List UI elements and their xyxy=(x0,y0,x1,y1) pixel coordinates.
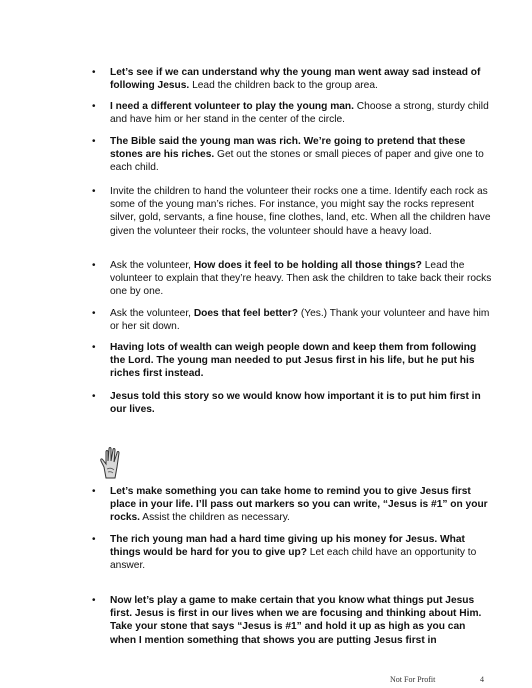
bullet-marker: • xyxy=(92,391,96,402)
bullet-item-8 xyxy=(92,390,492,416)
body-text: Lead the children back to the group area. xyxy=(189,80,378,92)
bullet-item-9 xyxy=(92,485,492,525)
bullet-marker: • xyxy=(92,67,96,78)
bold-text: How does it feel to be holding all those things? xyxy=(193,260,422,271)
bullet-item-2 xyxy=(92,100,492,126)
body-text: Ask the volunteer, xyxy=(110,308,194,319)
bold-text: Let’s see if we can understand why the young man went away sad instead of following Jesus. xyxy=(110,67,481,92)
bullet-item-5 xyxy=(92,259,492,299)
bullet-marker: • xyxy=(92,186,96,197)
bullet-marker: • xyxy=(92,101,96,112)
bullet-marker: • xyxy=(92,486,96,497)
body-text: Get out the stones or small pieces of paper and give one to each child. xyxy=(110,149,484,174)
bold-text: I need a different volunteer to play the young man. xyxy=(110,101,354,112)
body-text: Let each child have an opportunity to answer. xyxy=(110,547,477,572)
footer-text: Not For Profit xyxy=(390,675,436,684)
bold-text: Having lots of wealth can weigh people down and keep them from following the Lord. The young man needed to put Jesus first in his life, but he put his riches first instead. xyxy=(110,342,477,380)
bullet-marker: • xyxy=(92,308,96,319)
page-number: 4 xyxy=(480,675,484,684)
body-text: Assist the children as necessary. xyxy=(140,512,290,524)
bullet-item-7 xyxy=(92,341,492,381)
bold-text: Let’s make something you can take home to remind you to give Jesus first place in your life. I’ll pass out markers so you can write, “Jesus is #1” on your rocks. xyxy=(110,486,488,524)
bullet-marker: • xyxy=(92,595,96,606)
bullet-item-1 xyxy=(92,66,492,92)
bullet-item-11 xyxy=(92,594,492,647)
bullet-marker: • xyxy=(92,342,96,353)
bullet-marker: • xyxy=(92,136,96,147)
bold-text: Jesus told this story so we would know how important it is to put him first in our lives. xyxy=(110,391,481,416)
bold-text: The Bible said the young man was rich. We’re going to pretend that these stones are his riches. xyxy=(110,136,466,161)
bold-text: The rich young man had a hard time giving up his money for Jesus. What things would be hard for you to give up? xyxy=(110,534,465,559)
bullet-item-3 xyxy=(92,135,492,175)
bold-text: Now let’s play a game to make certain that you know what things put Jesus first. Jesus is first in our lives when we are focusing and thinking about Him. Take your stone that says “Jesus is #1” and hold it up as high as you can when I mention something that shows you are putting Jesus first in xyxy=(110,595,482,646)
bullet-item-10 xyxy=(92,533,492,573)
hand-icon xyxy=(98,445,126,479)
body-text: (Yes.) Thank your volunteer and have him or her sit down. xyxy=(110,308,490,333)
bullet-item-6 xyxy=(92,307,492,333)
bullet-marker: • xyxy=(92,260,96,271)
body-text: Lead the volunteer to explain that they’re heavy. Then ask the children to take back their rocks one by one. xyxy=(110,260,492,298)
body-text: Choose a strong, sturdy child and have him or her stand in the center of the circle. xyxy=(110,101,489,126)
body-text: Ask the volunteer, xyxy=(110,260,194,271)
bold-text: Does that feel better? xyxy=(193,308,298,319)
bullet-marker: • xyxy=(92,534,96,545)
bullet-item-4 xyxy=(92,185,492,238)
body-text: Invite the children to hand the volunteer their rocks one a time. Identify each rock as some of the young man’s riches. For instance, you might say the rocks represent silver, gold, servants, a fine house, fine clothes, land, etc. When all the children have given the volunteer their rocks, the volunteer should have a heavy load. xyxy=(110,186,491,237)
